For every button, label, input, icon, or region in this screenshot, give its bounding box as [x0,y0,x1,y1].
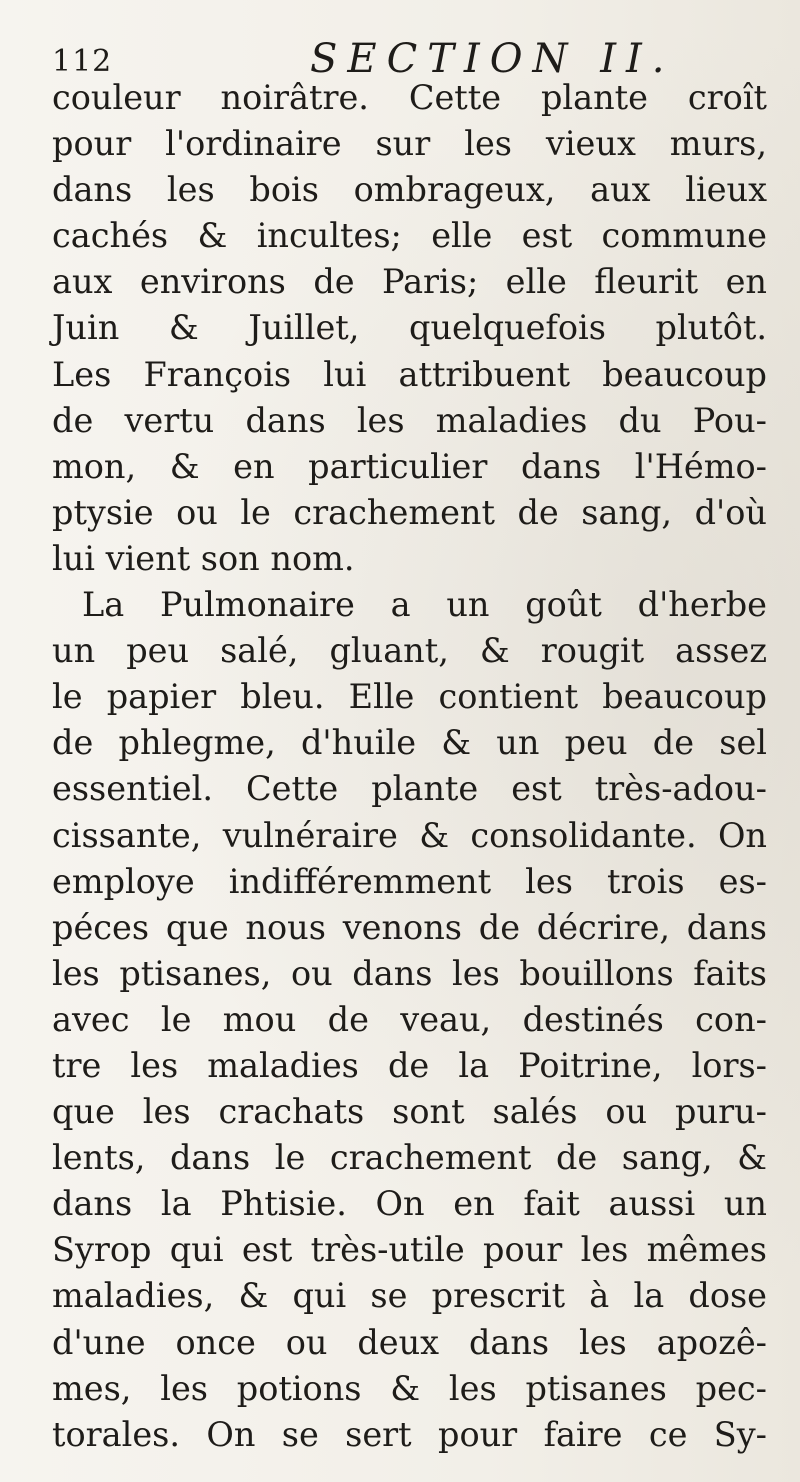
section-title: SECTION II. [310,36,675,82]
text-line: avec le mou de veau, destinés con- [52,999,767,1039]
text-line: d'une once ou deux dans les apozê- [52,1322,767,1362]
page-number: 112 [52,44,113,79]
text-line: La Pulmonaire a un goût d'herbe [82,585,767,625]
text-line: dans les bois ombrageux, aux lieux [52,170,767,210]
text-line: couleur noirâtre. Cette plante croît [52,78,767,117]
text-line: dans la Phtisie. On en fait aussi un [52,1184,767,1224]
text-line: torales. On se sert pour faire ce Sy- [52,1414,767,1454]
text-line: de vertu dans les maladies du Pou- [52,400,767,440]
text-line: mes, les potions & les ptisanes pec- [52,1368,767,1408]
text-line: maladies, & qui se prescrit à la dose [52,1276,767,1316]
text-line: employe indifféremment les trois es- [52,861,767,901]
text-line: les ptisanes, ou dans les bouillons faits [52,953,767,993]
text-line: tre les maladies de la Poitrine, lors- [52,1045,767,1085]
text-line: Les François lui attribuent beaucoup [52,354,767,394]
text-line: Juin & Juillet, quelquefois plutôt. [52,308,767,348]
text-line: lui vient son nom. [52,538,355,578]
text-line: essentiel. Cette plante est très-adou- [52,769,767,809]
paragraph-2 [52,582,767,1458]
text-line: pour l'ordinaire sur les vieux murs, [52,124,767,164]
text-line: lents, dans le crachement de sang, & [52,1138,767,1178]
text-line: ptysie ou le crachement de sang, d'où [52,492,767,532]
text-line: mon, & en particulier dans l'Hémo- [52,446,767,486]
paragraph-1 [52,75,767,582]
text-line: cissante, vulnéraire & consolidante. On [52,815,767,855]
text-line: Syrop qui est très-utile pour les mêmes [52,1230,767,1270]
text-line: un peu salé, gluant, & rougit assez [52,631,767,671]
body-text [52,75,767,1458]
text-line: de phlegme, d'huile & un peu de sel [52,723,767,763]
text-line: que les crachats sont salés ou puru- [52,1092,767,1132]
text-line: péces que nous venons de décrire, dans [52,907,767,947]
text-line: aux environs de Paris; elle fleurit en [52,262,767,302]
text-line: cachés & incultes; elle est commune [52,216,767,256]
text-line: le papier bleu. Elle contient beaucoup [52,677,767,717]
